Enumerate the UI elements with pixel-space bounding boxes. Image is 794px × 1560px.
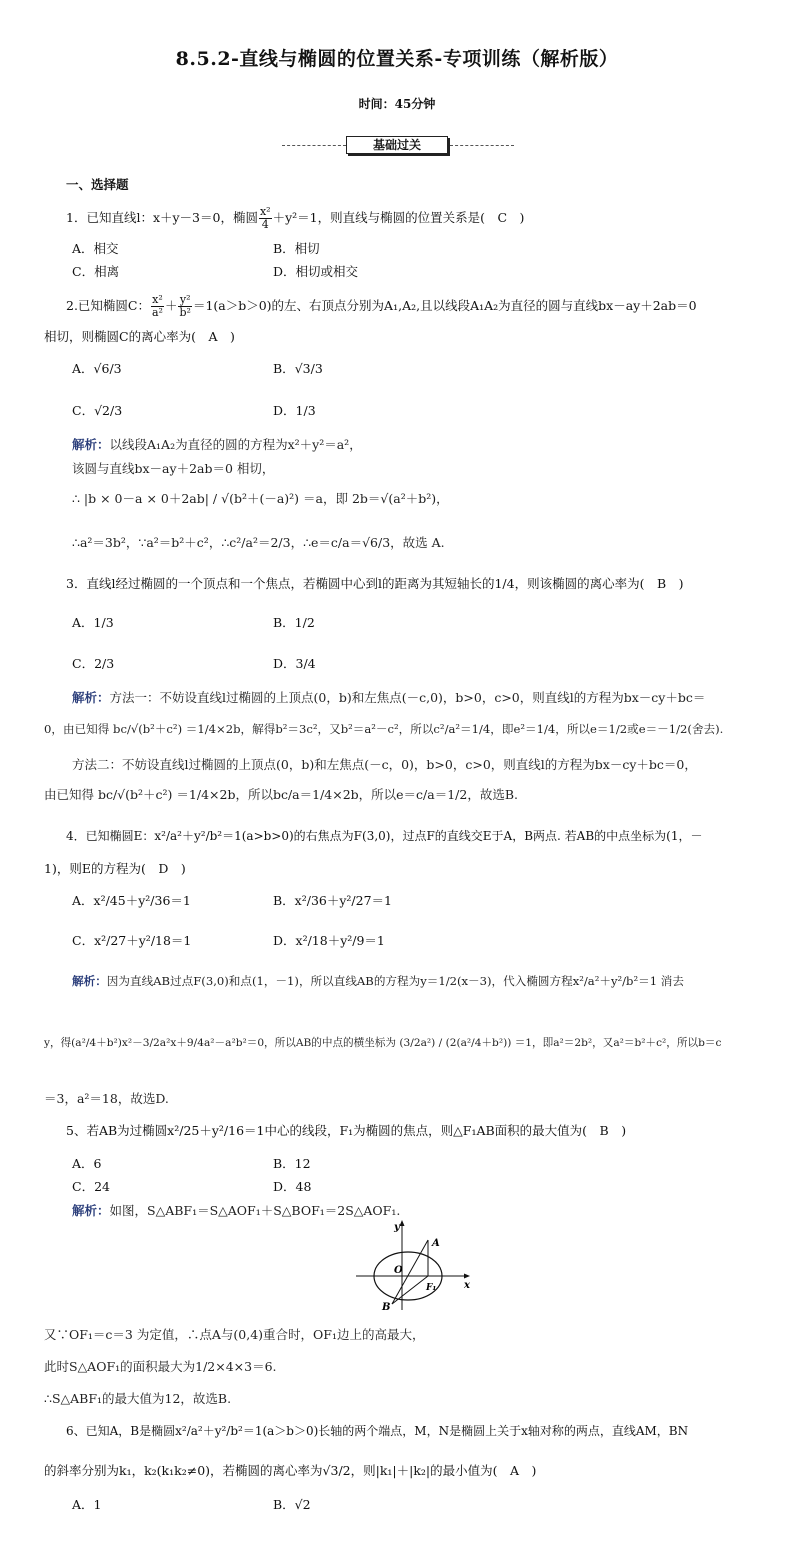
q4-solution-line-2: y，得(a²/4＋b²)x²－3/2a²x＋9/4a²－a²b²＝0，所以AB的中点的横坐标为 (3/2a²) / (2(a²/4＋b²)) ＝1，即a²＝2b²，又a²＝b²＋c²，所以b＝c	[44, 1037, 722, 1049]
section-banner	[282, 136, 514, 156]
q1-frac-den: 4	[261, 218, 269, 231]
section-title: 基础过关	[346, 136, 448, 154]
q1-fraction	[259, 206, 272, 231]
q6-stem-continued: 的斜率分别为k₁，k₂(k₁k₂≠0)，若椭圆的离心率为√3/2，则|k₁|＋|k₂|的最小值为( A )	[44, 1463, 537, 1478]
q1-option-b: B．相切	[273, 241, 320, 256]
q2-option-a: A．√6/3	[72, 361, 122, 376]
q2-option-b: B．√3/3	[273, 361, 323, 376]
x-axis-arrow-icon	[464, 1274, 470, 1279]
q4-option-d: D．x²/18＋y²/9＝1	[273, 933, 385, 948]
q1-option-d: D．相切或相交	[273, 264, 359, 279]
q3-solution-line-1: 解析：方法一：不妨设直线l过椭圆的上顶点(0，b)和左焦点(－c,0)，b>0，c>0，则直线l的方程为bx－cy＋bc＝	[72, 690, 706, 705]
q3-option-a: A．1/3	[72, 615, 114, 630]
q5-option-a: A．6	[72, 1156, 102, 1171]
document-title: 8.5.2-直线与椭圆的位置关系-专项训练（解析版）	[175, 48, 619, 70]
q5-solution-line-1: 解析：如图，S△ABF₁＝S△AOF₁＋S△BOF₁＝2S△AOF₁.	[72, 1203, 401, 1218]
q3-solution-line-2: 0，由已知得 bc/√(b²＋c²) ＝1/4×2b，解得b²＝3c²，又b²＝a²－c²，所以c²/a²＝1/4，即e²＝1/4，所以e＝1/2或e＝－1/2(舍去).	[44, 722, 724, 736]
q5-solution-line-4: ∴S△ABF₁的最大值为12，故选B.	[44, 1391, 232, 1406]
question-2-stem: 2.已知椭圆C： $\frac{\text{x²}}{\text{a²}}$ ＋ $\frac{\text{y²}}{\text{b²}}$ ＝1(a＞b＞0)的左、右顶点分别为A₁,A₂,且以线段A₁A₂为直径的圆与直线bx－ay＋2ab＝0	[66, 293, 697, 319]
q2-solution-line-4: ∴a²＝3b²，∵a²＝b²＋c²，∴c²/a²＝2/3，∴e＝c/a＝√6/3，故选 A.	[72, 535, 445, 550]
q3-solution-line-3: 方法二：不妨设直线l过椭圆的上顶点(0，b)和左焦点(－c，0)，b>0，c>0，则直线l的方程为bx－cy＋bc＝0，	[72, 757, 697, 772]
q4-solution-line-3: ＝3，a²＝18，故选D.	[44, 1091, 169, 1106]
fig-label-f1: F₁	[426, 1283, 437, 1293]
q1-frac-num: x²	[259, 205, 271, 218]
fig-label-a: A	[432, 1238, 440, 1249]
section-heading: 一、选择题	[66, 177, 129, 192]
question-3-stem: 3．直线l经过椭圆的一个顶点和一个焦点，若椭圆中心到l的距离为其短轴长的1/4，则该椭圆的离心率为( B )	[66, 576, 684, 591]
q2-solution-line-3: ∴ |b × 0－a × 0＋2ab| / √(b²＋(－a)²) ＝a，即 2b＝√(a²＋b²)，	[72, 491, 449, 506]
q6-option-b: B．√2	[273, 1497, 311, 1512]
y-axis-arrow-icon	[400, 1220, 405, 1226]
solution-tag: 解析：	[72, 437, 110, 452]
q2-option-c: C．√2/3	[72, 403, 123, 418]
fig-label-x: x	[464, 1280, 470, 1291]
divider-left	[282, 145, 346, 146]
q1-option-c: C．相离	[72, 264, 120, 279]
q4-option-a: A．x²/45＋y²/36＝1	[72, 893, 191, 908]
q2-frac-y: $\frac{\text{y²}}{\text{b²}}$	[179, 293, 191, 319]
q5-solution-line-2: 又∵OF₁＝c＝3 为定值，∴点A与(0,4)重合时，OF₁边上的高最大，	[44, 1327, 425, 1342]
q5-option-d: D．48	[273, 1179, 312, 1194]
fig-label-b: B	[382, 1302, 391, 1313]
q4-option-b: B．x²/36＋y²/27＝1	[273, 893, 393, 908]
q3-option-b: B．1/2	[273, 615, 315, 630]
q5-option-c: C．24	[72, 1179, 110, 1194]
q1-option-a: A．相交	[72, 241, 119, 256]
divider-right	[450, 145, 514, 146]
q2-solution-line-1: 解析：以线段A₁A₂为直径的圆的方程为x²＋y²＝a²，	[72, 437, 362, 452]
q5-option-b: B．12	[273, 1156, 311, 1171]
time-limit: 时间：45分钟	[358, 97, 436, 111]
q1-stem-part-a: 1．已知直线l：x＋y－3＝0，椭圆	[66, 210, 258, 225]
q3-solution-line-4: 由已知得 bc/√(b²＋c²) ＝1/4×2b，所以bc/a＝1/4×2b，所以e＝c/a＝1/2，故选B.	[44, 787, 518, 802]
q1-stem-part-b: ＋y²＝1，则直线与椭圆的位置关系是( C )	[272, 210, 525, 225]
q3-option-c: C．2/3	[72, 656, 115, 671]
q4-option-c: C．x²/27＋y²/18＝1	[72, 933, 192, 948]
question-1-stem	[66, 206, 524, 231]
q2-stem-part-b: ＝1(a＞b＞0)的左、右顶点分别为A₁,A₂,且以线段A₁A₂为直径的圆与直线bx－ay＋2ab＝0	[192, 298, 697, 313]
q2-stem-part-a: 2.已知椭圆C：	[66, 298, 150, 313]
q2-option-d: D．1/3	[273, 403, 316, 418]
ellipse-figure	[352, 1218, 472, 1314]
question-4-stem: 4．已知椭圆E：x²/a²＋y²/b²＝1(a>b>0)的右焦点为F(3,0)，过点F的直线交E于A，B两点. 若AB的中点坐标为(1，－	[66, 829, 703, 843]
q5-solution-line-3: 此时S△AOF₁的面积最大为1/2×4×3＝6.	[44, 1359, 277, 1374]
q2-frac-x: $\frac{\text{x²}}{\text{a²}}$	[152, 293, 163, 319]
question-6-stem: 6、已知A，B是椭圆x²/a²＋y²/b²＝1(a＞b＞0)长轴的两个端点，M，N是椭圆上关于x轴对称的两点，直线AM，BN	[66, 1424, 689, 1438]
q4-solution-line-1: 解析：因为直线AB过点F(3,0)和点(1，－1)，所以直线AB的方程为y＝1/2(x－3)，代入椭圆方程x²/a²＋y²/b²＝1 消去	[72, 974, 684, 988]
q6-option-a: A．1	[72, 1497, 102, 1512]
q4-stem-continued: 1)，则E的方程为( D )	[44, 861, 186, 876]
fig-label-y: y	[394, 1222, 400, 1233]
q2-solution-line-2: 该圆与直线bx－ay＋2ab＝0 相切，	[72, 461, 275, 476]
q3-option-d: D．3/4	[273, 656, 316, 671]
q2-stem-continued: 相切，则椭圆C的离心率为( A )	[44, 329, 235, 344]
question-5-stem: 5、若AB为过椭圆x²/25＋y²/16＝1中心的线段，F₁为椭圆的焦点，则△F₁AB面积的最大值为( B )	[66, 1123, 627, 1138]
fig-label-o: O	[394, 1265, 403, 1276]
